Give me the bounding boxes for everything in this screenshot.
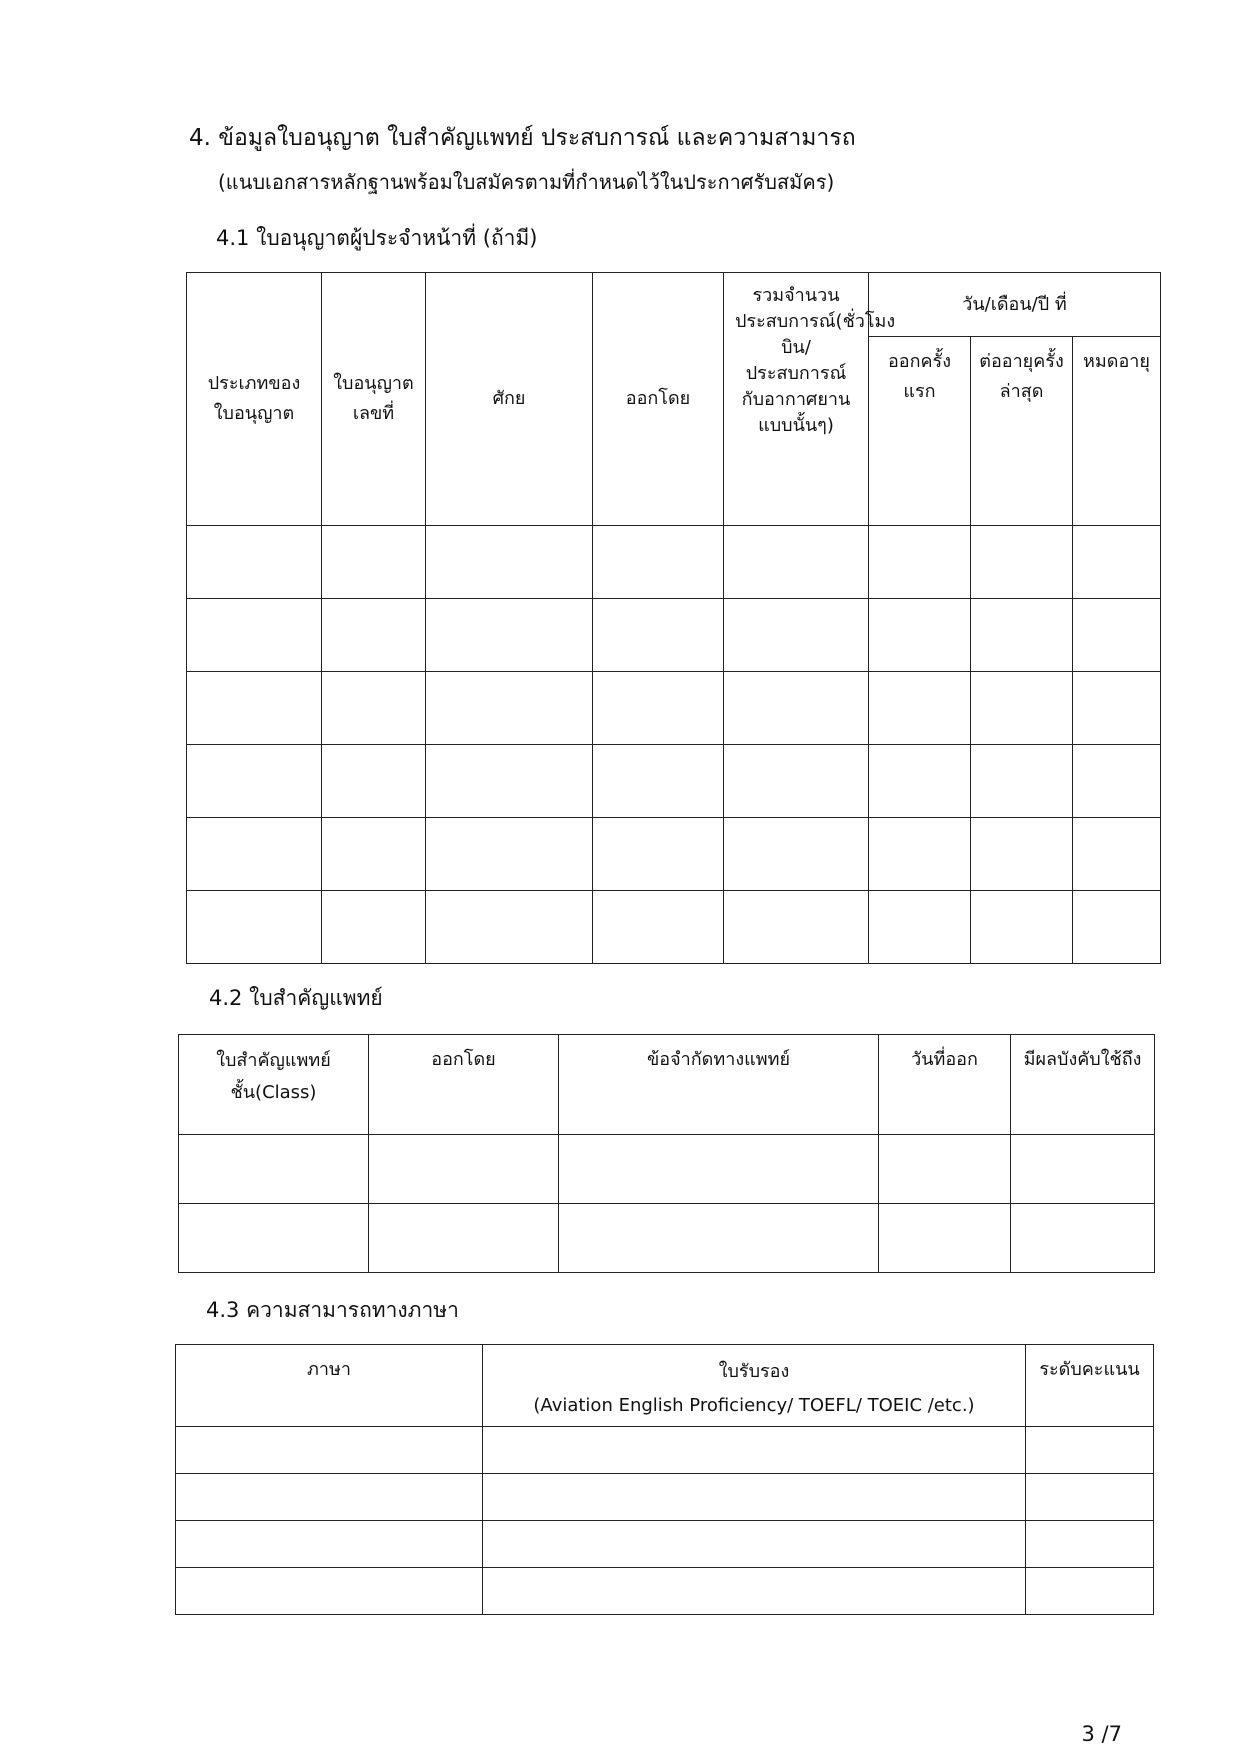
- header-medical-class: ใบสำคัญแพทย์ชั้น(Class): [179, 1035, 369, 1135]
- table-row: [187, 818, 1161, 891]
- section-title: 4. ข้อมูลใบอนุญาต ใบสำคัญแพทย์ ประสบการณ์ และความสามารถ: [189, 125, 856, 151]
- header-score: ระดับคะแนน: [1026, 1345, 1154, 1427]
- header-last-renewal: ต่ออายุครั้งล่าสุด: [971, 337, 1073, 526]
- header-first-issue: ออกครั้งแรก: [869, 337, 971, 526]
- header-language: ภาษา: [176, 1345, 483, 1427]
- header-rating: ศักย: [426, 273, 593, 526]
- header-issued-by: ออกโดย: [593, 273, 724, 526]
- medical-table: [178, 1034, 1155, 1273]
- table-row: [176, 1474, 1154, 1521]
- table-row: [176, 1427, 1154, 1474]
- language-table: [175, 1344, 1154, 1615]
- table-row: [179, 1135, 1155, 1204]
- header-certificate: [483, 1345, 1026, 1427]
- header-expiry: หมดอายุ: [1073, 337, 1161, 526]
- table-row: [176, 1568, 1154, 1615]
- table-row: [179, 1204, 1155, 1273]
- table-row: [187, 526, 1161, 599]
- header-medical-valid-until: มีผลบังคับใช้ถึง: [1011, 1035, 1155, 1135]
- header-medical-issue-date: วันที่ออก: [879, 1035, 1011, 1135]
- table-row: [187, 891, 1161, 964]
- header-license-type: ประเภทของใบอนุญาต: [187, 273, 322, 526]
- table-row: [187, 672, 1161, 745]
- medical-section-title: 4.2 ใบสำคัญแพทย์: [209, 986, 383, 1010]
- table-row: [176, 1521, 1154, 1568]
- header-date-group: วัน/เดือน/ปี ที่: [869, 273, 1161, 337]
- certificate-label: ใบรับรอง: [718, 1361, 790, 1382]
- section-note: (แนบเอกสารหลักฐานพร้อมใบสมัครตามที่กำหนดไว้ในประกาศรับสมัคร): [218, 170, 835, 194]
- header-license-number: ใบอนุญาตเลขที่: [322, 273, 426, 526]
- certificate-note: (Aviation English Proficiency/ TOEFL/ TOEIC /etc.): [533, 1395, 975, 1417]
- header-medical-limitations: ข้อจำกัดทางแพทย์: [559, 1035, 879, 1135]
- language-section-title: 4.3 ความสามารถทางภาษา: [206, 1298, 459, 1322]
- license-table: [186, 272, 1161, 964]
- license-section-title: 4.1 ใบอนุญาตผู้ประจำหน้าที่ (ถ้ามี): [216, 226, 538, 250]
- table-row: [187, 745, 1161, 818]
- header-experience: รวมจำนวนประสบการณ์(ชั่วโมงบิน/ประสบการณ์กับอากาศยานแบบนั้นๆ): [724, 273, 869, 526]
- page-number: 3 /7: [1081, 1722, 1122, 1746]
- table-row: [187, 599, 1161, 672]
- header-medical-issued-by: ออกโดย: [369, 1035, 559, 1135]
